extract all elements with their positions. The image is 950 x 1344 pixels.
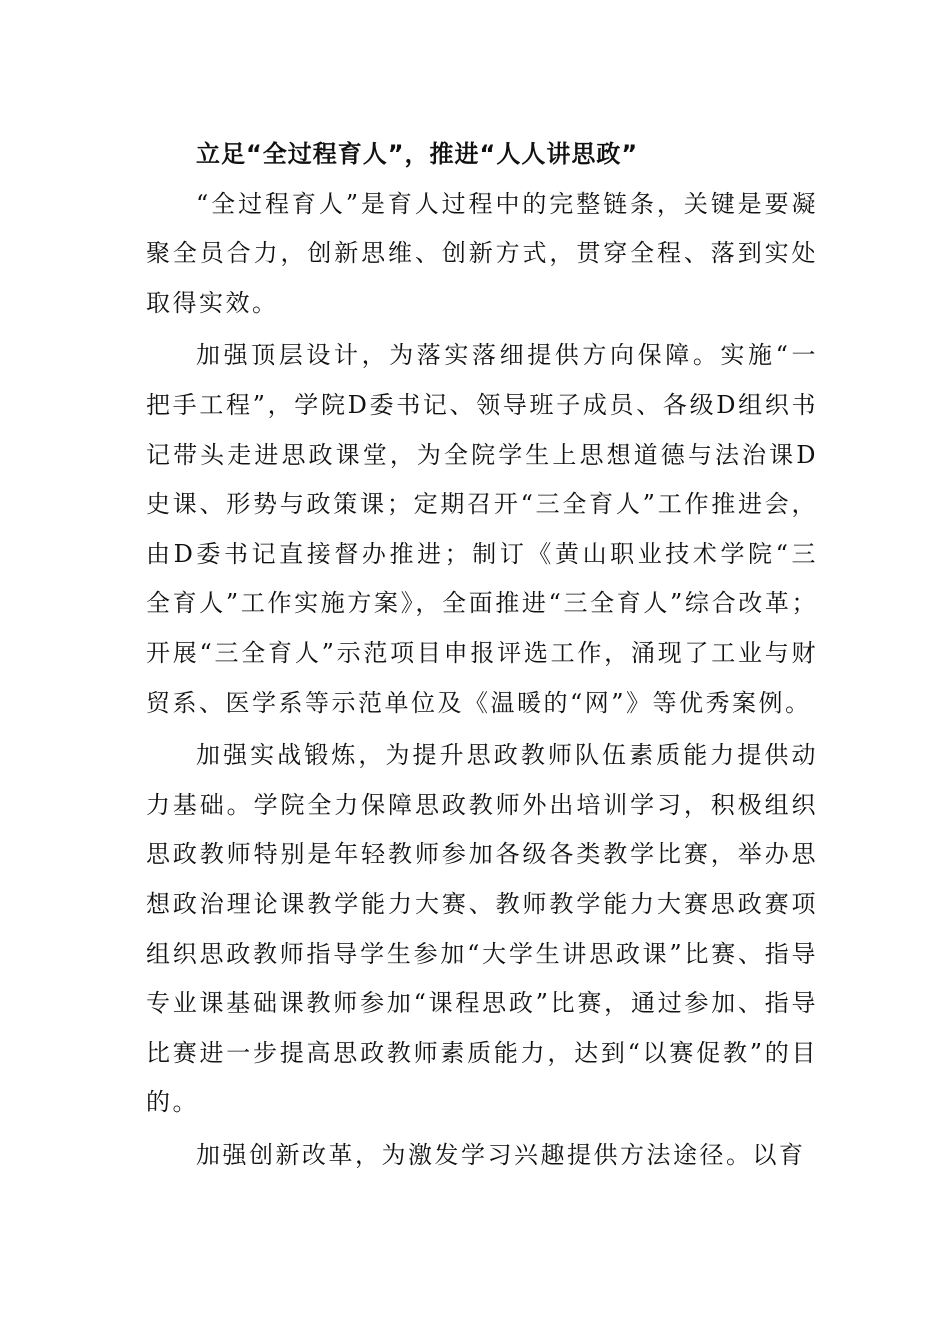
document-body bbox=[146, 130, 818, 1180]
paragraph-top-level-design: 加强顶层设计，为落实落细提供方向保障。实施“一把手工程”，学院D委书记、领导班子成员、各级D组织书记带头走进思政课堂，为全院学生上思想道德与法治课D史课、形势与政策课；定期召开“三全育人”工作推进会，由D委书记直接督办推进；制订《黄山职业技术学院“三全育人”工作实施方案》，全面推进“三全育人”综合改革；开展“三全育人”示范项目申报评选工作，涌现了工业与财贸系、医学系等示范单位及《温暖的“网”》等优秀案例。 bbox=[146, 341, 818, 717]
section-heading: 立足“全过程育人”，推进“人人讲思政” bbox=[196, 140, 639, 168]
paragraph-innovation-reform: 加强创新改革，为激发学习兴趣提供方法途径。以育 bbox=[196, 1140, 806, 1169]
paragraph-practical-training: 加强实战锻炼，为提升思政教师队伍素质能力提供动力基础。学院全力保障思政教师外出培训学习，积极组织思政教师特别是年轻教师参加各级各类教学比赛，举办思想政治理论课教学能力大赛、教师教学能力大赛思政赛项组织思政教师指导学生参加“大学生讲思政课”比赛、指导专业课基础课教师参加“课程思政”比赛，通过参加、指导比赛进一步提高思政教师素质能力，达到“以赛促教”的目的。 bbox=[146, 741, 818, 1117]
paragraph-intro: “全过程育人”是育人过程中的完整链条，关键是要凝聚全员合力，创新思维、创新方式，贯穿全程、落到实处取得实效。 bbox=[146, 189, 818, 317]
